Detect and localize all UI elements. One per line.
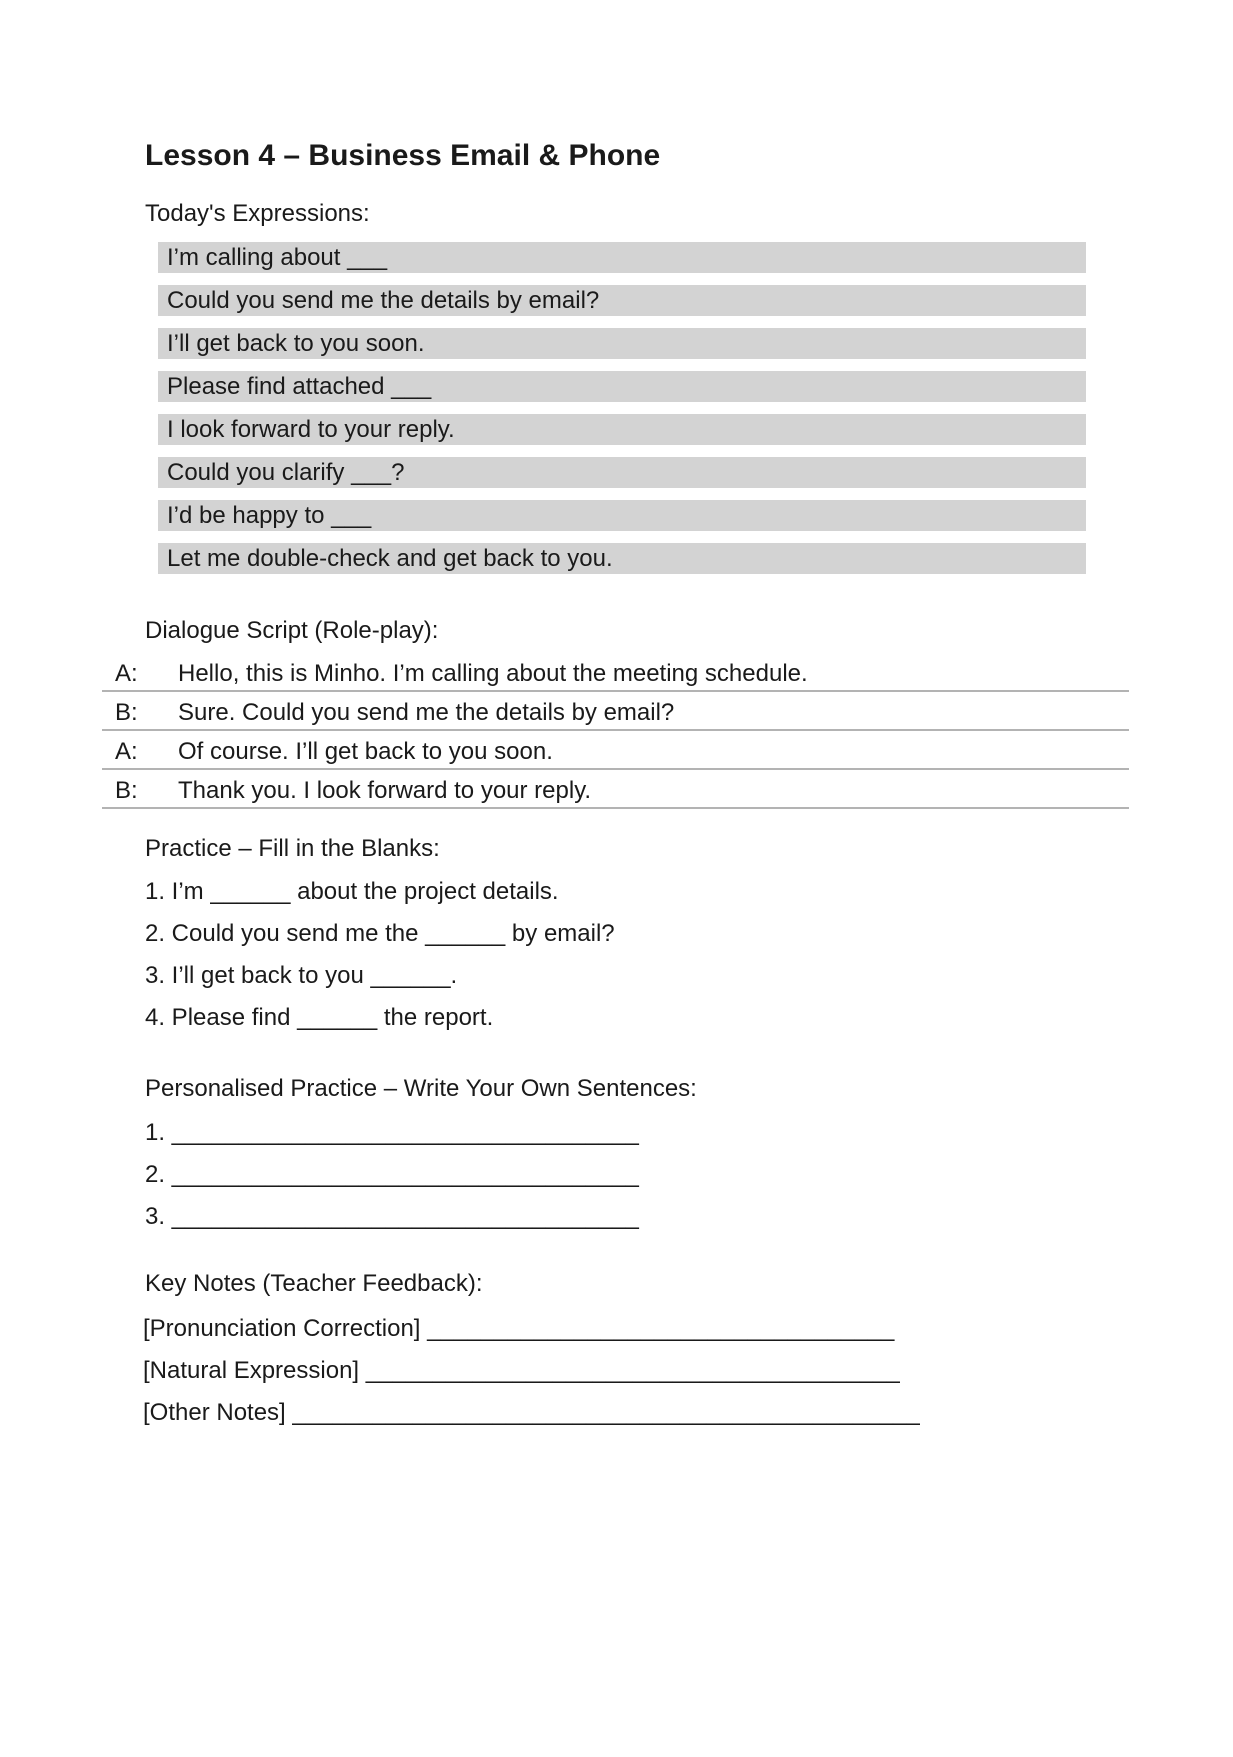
- practice-item: 1. I’m ______ about the project details.: [145, 878, 559, 905]
- expressions-list: [158, 242, 1086, 586]
- expressions-heading: Today's Expressions:: [145, 200, 370, 227]
- personalised-list: [145, 1119, 639, 1245]
- expression-row: I’ll get back to you soon.: [158, 328, 1086, 359]
- dialogue-row: [102, 692, 1129, 731]
- keynote-blank-line: [Other Notes] _______________________________________________: [143, 1399, 920, 1426]
- practice-item: 2. Could you send me the ______ by email?: [145, 920, 615, 947]
- keynote-blank-line: [Pronunciation Correction] ___________________________________: [143, 1315, 895, 1342]
- dialogue-row: [102, 653, 1129, 692]
- practice-heading: Practice – Fill in the Blanks:: [145, 835, 440, 862]
- dialogue-line-text: Hello, this is Minho. I’m calling about the meeting schedule.: [178, 660, 808, 687]
- dialogue-table: [102, 653, 1129, 809]
- expression-row: Could you clarify ___?: [158, 457, 1086, 488]
- dialogue-line-text: Of course. I’ll get back to you soon.: [178, 738, 553, 765]
- dialogue-row: [102, 770, 1129, 809]
- expression-row: Could you send me the details by email?: [158, 285, 1086, 316]
- practice-item: 3. I’ll get back to you ______.: [145, 962, 458, 989]
- page-title: Lesson 4 – Business Email & Phone: [145, 139, 661, 172]
- dialogue-speaker-label: B:: [115, 699, 138, 726]
- dialogue-speaker-label: A:: [115, 660, 138, 687]
- expression-row: Please find attached ___: [158, 371, 1086, 402]
- expression-row: I look forward to your reply.: [158, 414, 1086, 445]
- dialogue-line-text: Thank you. I look forward to your reply.: [178, 777, 592, 804]
- dialogue-speaker-label: A:: [115, 738, 138, 765]
- dialogue-speaker-label: B:: [115, 777, 138, 804]
- dialogue-line-text: Sure. Could you send me the details by email?: [178, 699, 675, 726]
- practice-item: 4. Please find ______ the report.: [145, 1004, 494, 1031]
- personalised-heading: Personalised Practice – Write Your Own Sentences:: [145, 1075, 697, 1102]
- keynotes-heading: Key Notes (Teacher Feedback):: [145, 1270, 483, 1297]
- dialogue-row: [102, 731, 1129, 770]
- expression-row: Let me double-check and get back to you.: [158, 543, 1086, 574]
- expression-row: I’d be happy to ___: [158, 500, 1086, 531]
- personalised-blank-line: 2. ___________________________________: [145, 1161, 639, 1188]
- keynote-blank-line: [Natural Expression] ________________________________________: [143, 1357, 900, 1384]
- personalised-blank-line: 3. ___________________________________: [145, 1203, 639, 1230]
- keynotes-list: [143, 1315, 920, 1441]
- practice-list: [145, 878, 615, 1046]
- dialogue-heading: Dialogue Script (Role-play):: [145, 617, 439, 644]
- personalised-blank-line: 1. ___________________________________: [145, 1119, 639, 1146]
- expression-row: I’m calling about ___: [158, 242, 1086, 273]
